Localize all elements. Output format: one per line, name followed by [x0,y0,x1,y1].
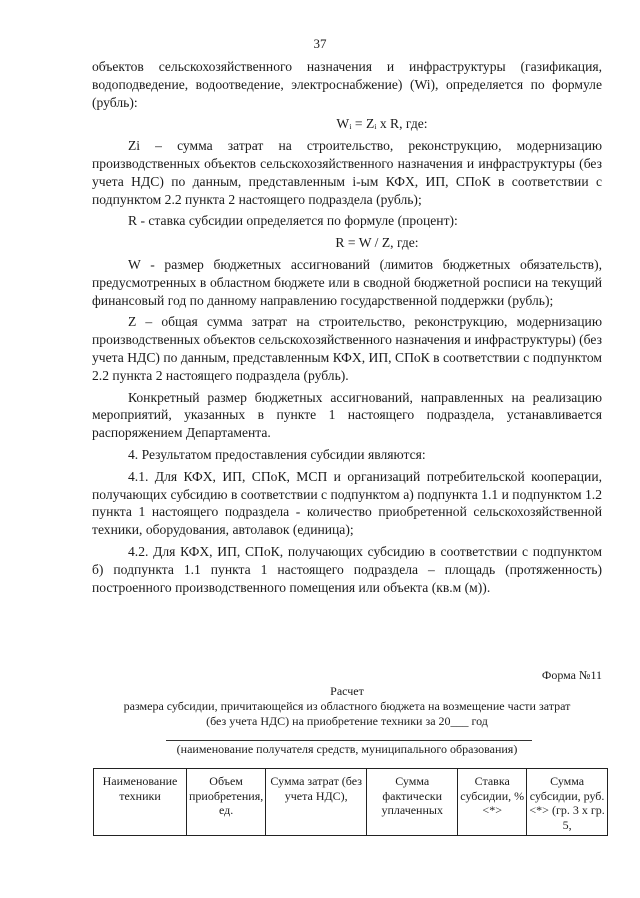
table-header-cell: Ставка субсидии, % <*> [458,769,527,836]
table-header-cell: Объем приобретения, ед. [187,769,266,836]
table-header-cell: Наименование техники [94,769,187,836]
paragraph-zi: Zi – сумма затрат на строительство, реконструкцию, модернизацию производственных объектов сельскохозяйственного назначения и инфраструктуры (без учета НДС) по данным, представленным i-ым КФХ, ИП, СПоК в соответствии с подпунктом 2.2 пункта 2 настоящего подраздела (рубль); [92,138,602,207]
paragraph-results-heading: 4. Результатом предоставления субсидии являются: [128,446,426,462]
table-header-cell: Сумма фактически уплаченных [367,769,458,836]
calc-title-line2: размера субсидии, причитающейся из областного бюджета на возмещение части затрат [123,699,571,713]
paragraph-result-4-2: 4.2. Для КФХ, ИП, СПоК, получающих субсидию в соответствии с подпунктом б) подпункта 1.1 пункта 1 настоящего подраздела – площадь (протяженность) построенного производственного помещения или объекта (кв.м (м)). [92,543,602,595]
paragraph-z: Z – общая сумма затрат на строительство, реконструкцию, модернизацию производственных объектов сельскохозяйственного назначения и инфраструктуры) (без учета НДС) по данным, представленным КФХ, ИП, СПоК в соответствии с подпунктом 2.2 пункта 2 настоящего подраздела (рубль). [92,314,602,383]
paragraph-w: W - размер бюджетных ассигнований (лимитов бюджетных обязательств), предусмотренных в областном бюджете или в сводной бюджетной росписи на текущий финансовый год по данному направлению государственной поддержки (рубль); [92,256,602,308]
paragraph-intro: объектов сельскохозяйственного назначения и инфраструктуры (газификация, водоподведение, водоотведение, электроснабжение) (Wi), определяется по формуле (рубль): [92,59,602,110]
recipient-name-line [166,740,532,741]
table-header-cell: Сумма затрат (без учета НДС), [266,769,367,836]
calc-title-line1: Расчет [330,684,364,698]
calc-title-line3: (без учета НДС) на приобретение техники за 20___ год [206,714,488,728]
recipient-caption: (наименование получателя средств, муниципального образования) [176,742,518,756]
table-header-cell: Сумма субсидии, руб. <*> (гр. 3 х гр. 5, [527,769,608,836]
paragraph-result-4-1: 4.1. Для КФХ, ИП, СПоК, МСП и организаций потребительской кооперации, получающих субсидию в соответствии с подпунктом а) подпункта 1.1 и подпунктом 1.2 пункта 1 настоящего подраздела - количество приобретенной сельскохозяйственной техники, оборудования, автолавок (единица); [92,468,602,538]
form-label: Форма №11 [541,668,602,682]
paragraph-r: R - ставка субсидии определяется по формуле (процент): [128,213,458,229]
formula-r: R = W / Z, где: [335,235,419,251]
document-body [92,58,602,596]
paragraph-allocations: Конкретный размер бюджетных ассигнований, направленных на реализацию мероприятий, указанных в пункте 1 настоящего подраздела, устанавливается распоряжением Департамента. [92,389,602,441]
table-header-row [94,769,608,836]
page-number: 37 [313,36,327,51]
calc-title [92,684,602,729]
subsidy-table [93,768,608,836]
formula-wi: Wᵢ = Zᵢ x R, где: [336,116,428,132]
